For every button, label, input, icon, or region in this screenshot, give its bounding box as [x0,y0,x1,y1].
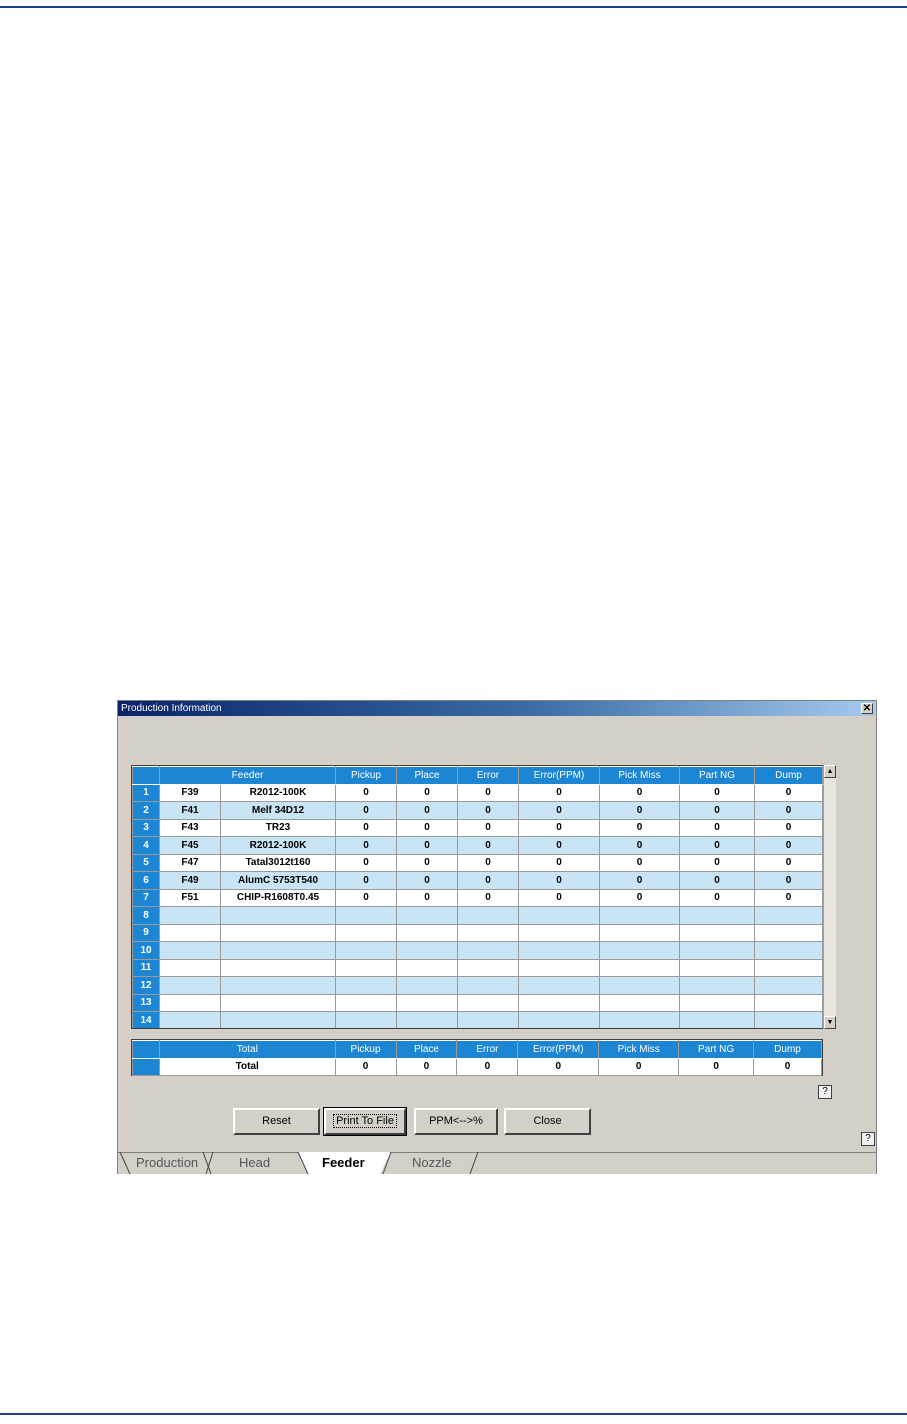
total-col-header-place: Place [396,1041,457,1059]
cell-error-ppm[interactable] [519,924,600,942]
total-row [133,1058,822,1076]
cell-place[interactable]: 0 [397,872,458,890]
cell-error[interactable]: 0 [458,837,519,855]
cell-part[interactable]: Melf 34D12 [221,802,336,820]
cell-feeder[interactable]: F49 [160,872,221,890]
cell-place[interactable]: 0 [397,784,458,802]
cell-pickup[interactable]: 0 [336,837,397,855]
table-row[interactable] [133,819,823,837]
cell-part-ng[interactable]: 0 [680,854,755,872]
cell-place[interactable]: 0 [397,819,458,837]
cell-error-ppm[interactable]: 0 [519,854,600,872]
col-header-dump[interactable]: Dump [755,767,823,785]
cell-pickup[interactable]: 0 [336,889,397,907]
row-number[interactable]: 3 [133,819,160,837]
cell-dump[interactable] [755,959,823,977]
table-row[interactable] [133,977,823,995]
reset-button[interactable]: Reset [233,1108,320,1135]
cell-feeder[interactable]: F47 [160,854,221,872]
table-row[interactable] [133,994,823,1012]
cell-error-ppm[interactable] [519,977,600,995]
cell-part[interactable] [221,977,336,995]
row-number[interactable]: 8 [133,907,160,925]
col-header-pick-miss[interactable]: Pick Miss [600,767,680,785]
tab-head[interactable]: Head [239,1155,271,1170]
cell-pickup[interactable]: 0 [336,854,397,872]
cell-pick-miss[interactable]: 0 [600,837,680,855]
row-number[interactable]: 12 [133,977,160,995]
row-number[interactable]: 13 [133,994,160,1012]
total-place: 0 [396,1058,457,1076]
cell-pickup[interactable] [336,907,397,925]
cell-part[interactable]: Tatal3012t160 [221,854,336,872]
total-pickup: 0 [335,1058,396,1076]
cell-pick-miss[interactable] [600,959,680,977]
cell-error[interactable]: 0 [458,872,519,890]
cell-error[interactable] [458,977,519,995]
cell-error-ppm[interactable]: 0 [519,784,600,802]
tab-strip [118,1152,876,1174]
cell-dump[interactable] [755,907,823,925]
col-header-pickup[interactable]: Pickup [336,767,397,785]
cell-place[interactable] [397,994,458,1012]
total-table-header [133,1041,822,1059]
cell-dump[interactable]: 0 [755,854,823,872]
tab-nozzle[interactable]: Nozzle [412,1155,452,1170]
cell-dump[interactable]: 0 [755,837,823,855]
cell-dump[interactable]: 0 [755,802,823,820]
cell-pick-miss[interactable] [600,977,680,995]
cell-feeder[interactable]: F41 [160,802,221,820]
cell-place[interactable]: 0 [397,837,458,855]
cell-pick-miss[interactable]: 0 [600,802,680,820]
cell-error[interactable] [458,942,519,960]
table-row[interactable] [133,959,823,977]
cell-place[interactable]: 0 [397,889,458,907]
cell-error-ppm[interactable] [519,907,600,925]
table-row[interactable] [133,872,823,890]
cell-feeder[interactable] [160,1012,221,1030]
cell-error[interactable] [458,924,519,942]
cell-part-ng[interactable] [680,994,755,1012]
cell-dump[interactable] [755,942,823,960]
cell-feeder[interactable] [160,977,221,995]
ppm-percent-toggle-button[interactable]: PPM<-->% [414,1108,498,1135]
cell-pick-miss[interactable]: 0 [600,889,680,907]
help-icon[interactable]: ? [818,1085,832,1099]
table-row[interactable] [133,907,823,925]
cell-pick-miss[interactable] [600,942,680,960]
cell-error[interactable]: 0 [458,802,519,820]
window-title: Production Information [121,703,222,714]
row-number[interactable]: 10 [133,942,160,960]
total-corner-header [133,1041,160,1059]
page-top-rule [0,6,907,8]
cell-error[interactable]: 0 [458,854,519,872]
cell-part-ng[interactable] [680,924,755,942]
cell-pickup[interactable] [336,994,397,1012]
cell-place[interactable]: 0 [397,802,458,820]
col-header-place[interactable]: Place [397,767,458,785]
cell-part-ng[interactable] [680,907,755,925]
cell-error[interactable]: 0 [458,819,519,837]
cell-feeder[interactable] [160,924,221,942]
cell-feeder[interactable]: F51 [160,889,221,907]
table-row[interactable] [133,1012,823,1030]
help-icon-secondary[interactable]: ? [861,1132,875,1146]
cell-error[interactable] [458,959,519,977]
cell-part-ng[interactable] [680,942,755,960]
cell-error-ppm[interactable]: 0 [519,872,600,890]
cell-dump[interactable]: 0 [755,819,823,837]
cell-dump[interactable]: 0 [755,889,823,907]
cell-part-ng[interactable]: 0 [680,889,755,907]
total-col-header-error: Error [457,1041,518,1059]
cell-pick-miss[interactable]: 0 [600,854,680,872]
cell-part-ng[interactable] [680,959,755,977]
table-row[interactable] [133,802,823,820]
feeder-table [132,766,823,1029]
cell-dump[interactable] [755,994,823,1012]
cell-feeder[interactable] [160,959,221,977]
cell-pickup[interactable] [336,977,397,995]
cell-error-ppm[interactable] [519,994,600,1012]
total-label: Total [159,1058,335,1076]
table-row[interactable] [133,889,823,907]
cell-error[interactable]: 0 [458,889,519,907]
cell-part[interactable] [221,924,336,942]
cell-part[interactable] [221,1012,336,1030]
cell-pick-miss[interactable]: 0 [600,872,680,890]
row-number[interactable]: 4 [133,837,160,855]
cell-pickup[interactable]: 0 [336,784,397,802]
row-number[interactable]: 7 [133,889,160,907]
close-button[interactable]: Close [504,1108,591,1135]
total-dump: 0 [754,1058,822,1076]
cell-part-ng[interactable]: 0 [680,872,755,890]
row-number[interactable]: 14 [133,1012,160,1030]
cell-part[interactable]: CHIP-R1608T0.45 [221,889,336,907]
row-number[interactable]: 1 [133,784,160,802]
total-col-header-total: Total [159,1041,335,1059]
cell-place[interactable] [397,907,458,925]
total-part-ng: 0 [679,1058,754,1076]
cell-error[interactable]: 0 [458,784,519,802]
production-information-window [117,700,877,1174]
cell-error-ppm[interactable]: 0 [519,802,600,820]
cell-feeder[interactable]: F45 [160,837,221,855]
close-window-button[interactable]: ✕ [862,703,872,714]
cell-dump[interactable] [755,924,823,942]
total-col-header-error-ppm: Error(PPM) [518,1041,599,1059]
table-row[interactable] [133,784,823,802]
col-header-error-ppm[interactable]: Error(PPM) [519,767,600,785]
print-to-file-button[interactable] [324,1108,406,1135]
cell-pick-miss[interactable] [600,907,680,925]
row-number[interactable]: 11 [133,959,160,977]
cell-pickup[interactable] [336,1012,397,1030]
cell-error-ppm[interactable] [519,959,600,977]
cell-error-ppm[interactable]: 0 [519,889,600,907]
table-row[interactable] [133,942,823,960]
cell-error-ppm[interactable]: 0 [519,819,600,837]
row-number[interactable]: 9 [133,924,160,942]
cell-part[interactable] [221,907,336,925]
cell-part-ng[interactable]: 0 [680,784,755,802]
cell-part-ng[interactable]: 0 [680,819,755,837]
cell-place[interactable] [397,959,458,977]
row-number[interactable]: 2 [133,802,160,820]
total-col-header-part-ng: Part NG [679,1041,754,1059]
cell-dump[interactable] [755,1012,823,1030]
cell-pick-miss[interactable] [600,994,680,1012]
cell-pickup[interactable] [336,924,397,942]
cell-pickup[interactable] [336,959,397,977]
cell-error-ppm[interactable] [519,1012,600,1030]
cell-feeder[interactable]: F43 [160,819,221,837]
cell-part[interactable]: TR23 [221,819,336,837]
cell-feeder[interactable]: F39 [160,784,221,802]
cell-part[interactable]: AlumC 5753T540 [221,872,336,890]
table-row[interactable] [133,837,823,855]
col-header-error[interactable]: Error [458,767,519,785]
cell-part[interactable] [221,959,336,977]
tab-strip-outline [118,1152,876,1175]
cell-part-ng[interactable] [680,977,755,995]
cell-error[interactable] [458,994,519,1012]
cell-place[interactable] [397,924,458,942]
table-row[interactable] [133,854,823,872]
cell-place[interactable] [397,977,458,995]
cell-feeder[interactable] [160,994,221,1012]
total-row-header [133,1058,160,1076]
total-table [132,1040,822,1076]
feeder-table-header [133,767,823,785]
cell-pick-miss[interactable] [600,1012,680,1030]
cell-pick-miss[interactable] [600,924,680,942]
cell-pick-miss[interactable]: 0 [600,784,680,802]
cell-part[interactable] [221,942,336,960]
total-col-header-pickup: Pickup [335,1041,396,1059]
cell-pickup[interactable]: 0 [336,872,397,890]
cell-pickup[interactable]: 0 [336,819,397,837]
cell-part-ng[interactable]: 0 [680,837,755,855]
col-header-part-ng[interactable]: Part NG [680,767,755,785]
total-error: 0 [457,1058,518,1076]
cell-part-ng[interactable] [680,1012,755,1030]
vertical-scrollbar[interactable] [823,765,836,1029]
total-col-header-dump: Dump [754,1041,822,1059]
cell-place[interactable]: 0 [397,854,458,872]
tab-feeder[interactable]: Feeder [322,1155,365,1170]
table-row[interactable] [133,924,823,942]
row-number[interactable]: 5 [133,854,160,872]
scroll-down-arrow-icon[interactable]: ▼ [824,1016,836,1029]
cell-feeder[interactable] [160,907,221,925]
cell-error[interactable] [458,1012,519,1030]
cell-error-ppm[interactable] [519,942,600,960]
cell-part-ng[interactable]: 0 [680,802,755,820]
cell-dump[interactable]: 0 [755,784,823,802]
corner-header [133,767,160,785]
total-pick-miss: 0 [599,1058,679,1076]
print-to-file-label: Print To File [333,1114,397,1128]
cell-error[interactable] [458,907,519,925]
cell-dump[interactable]: 0 [755,872,823,890]
row-number[interactable]: 6 [133,872,160,890]
scroll-up-arrow-icon[interactable]: ▲ [824,765,836,778]
total-col-header-pick-miss: Pick Miss [599,1041,679,1059]
cell-place[interactable] [397,1012,458,1030]
cell-pickup[interactable] [336,942,397,960]
title-bar [118,701,876,716]
col-header-feeder[interactable]: Feeder [160,767,336,785]
page-bottom-rule [0,1413,907,1415]
cell-dump[interactable] [755,977,823,995]
cell-error-ppm[interactable]: 0 [519,837,600,855]
feeder-grid [131,765,836,1029]
tab-production[interactable]: Production [136,1155,199,1170]
cell-part[interactable]: R2012-100K [221,837,336,855]
cell-part[interactable]: R2012-100K [221,784,336,802]
cell-part[interactable] [221,994,336,1012]
cell-pickup[interactable]: 0 [336,802,397,820]
cell-feeder[interactable] [160,942,221,960]
total-error-ppm: 0 [518,1058,599,1076]
total-grid [131,1039,823,1076]
cell-pick-miss[interactable]: 0 [600,819,680,837]
cell-place[interactable] [397,942,458,960]
